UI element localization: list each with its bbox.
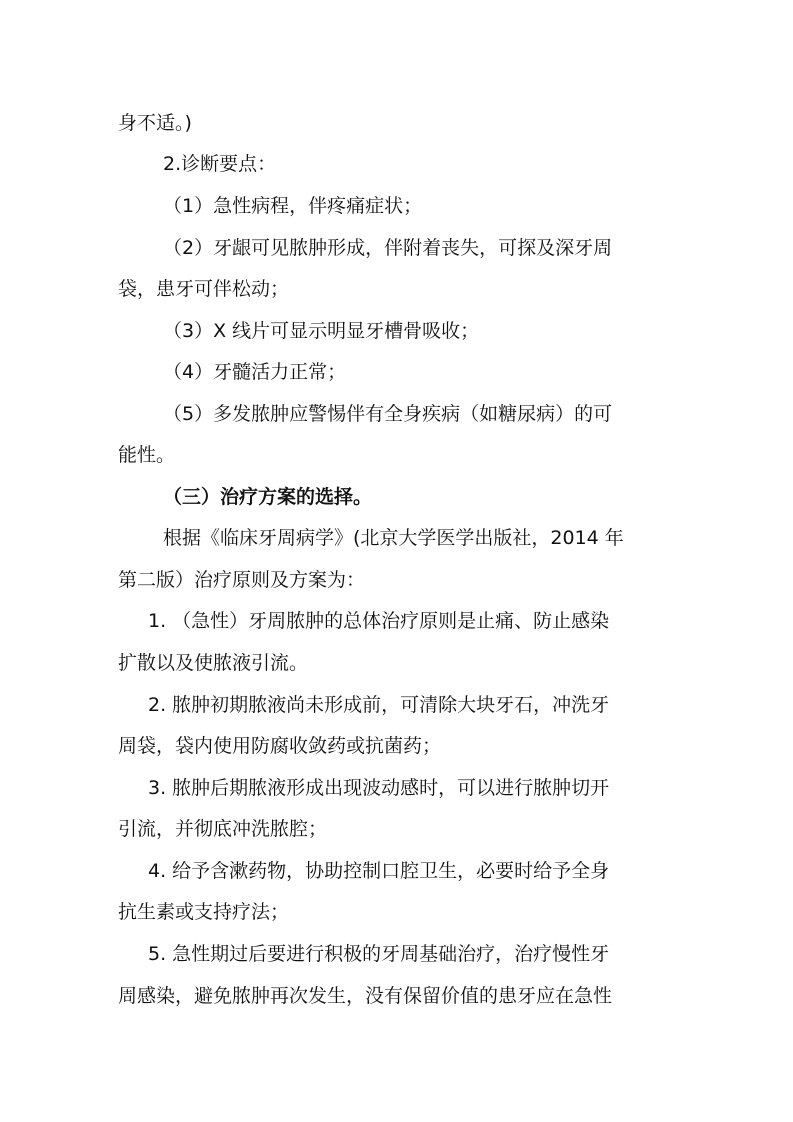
text-line-11: 根据《临床牙周病学》(北京大学医学出版社，2014 年 bbox=[163, 527, 624, 549]
text-line-16: 周袋，袋内使用防腐收敛药或抗菌药； bbox=[118, 735, 442, 757]
text-line-7: （4）牙髓活力正常； bbox=[163, 361, 347, 383]
text-line-15: 2. 脓肿初期脓液尚未形成前，可清除大块牙石，冲洗牙 bbox=[148, 694, 610, 716]
text-line-19: 4. 给予含漱药物，协助控制口腔卫生，必要时给予全身 bbox=[148, 860, 610, 882]
text-line-14: 扩散以及使脓液引流。 bbox=[118, 652, 309, 674]
treatment-section-heading: （三）治疗方案的选择。 bbox=[163, 486, 373, 508]
text-line-3: （1）急性病程，伴疼痛症状； bbox=[163, 195, 423, 217]
text-line-6: （3）X 线片可显示明显牙槽骨吸收； bbox=[163, 320, 480, 342]
diagnosis-heading: 2.诊断要点： bbox=[163, 153, 277, 175]
text-line-21: 5. 急性期过后要进行积极的牙周基础治疗，治疗慢性牙 bbox=[148, 943, 610, 965]
text-line-20: 抗生素或支持疗法； bbox=[118, 901, 290, 923]
text-line-9: 能性。 bbox=[118, 444, 176, 466]
text-line-13: 1. （急性）牙周脓肿的总体治疗原则是止痛、防止感染 bbox=[148, 610, 610, 632]
text-line-22: 周感染，避免脓肿再次发生，没有保留价值的患牙应在急性 bbox=[118, 985, 613, 1007]
text-line-4: （2）牙龈可见脓肿形成，伴附着丧失，可探及深牙周 bbox=[163, 237, 613, 259]
text-line-5: 袋，患牙可伴松动； bbox=[118, 278, 290, 300]
text-line-12: 第二版）治疗原则及方案为： bbox=[118, 569, 366, 591]
text-line-1: 身不适。) bbox=[118, 112, 192, 134]
text-line-17: 3. 脓肿后期脓液形成出现波动感时，可以进行脓肿切开 bbox=[148, 777, 610, 799]
text-line-18: 引流，并彻底冲洗脓腔； bbox=[118, 818, 328, 840]
text-line-8: （5）多发脓肿应警惕伴有全身疾病（如糖尿病）的可 bbox=[163, 403, 613, 425]
